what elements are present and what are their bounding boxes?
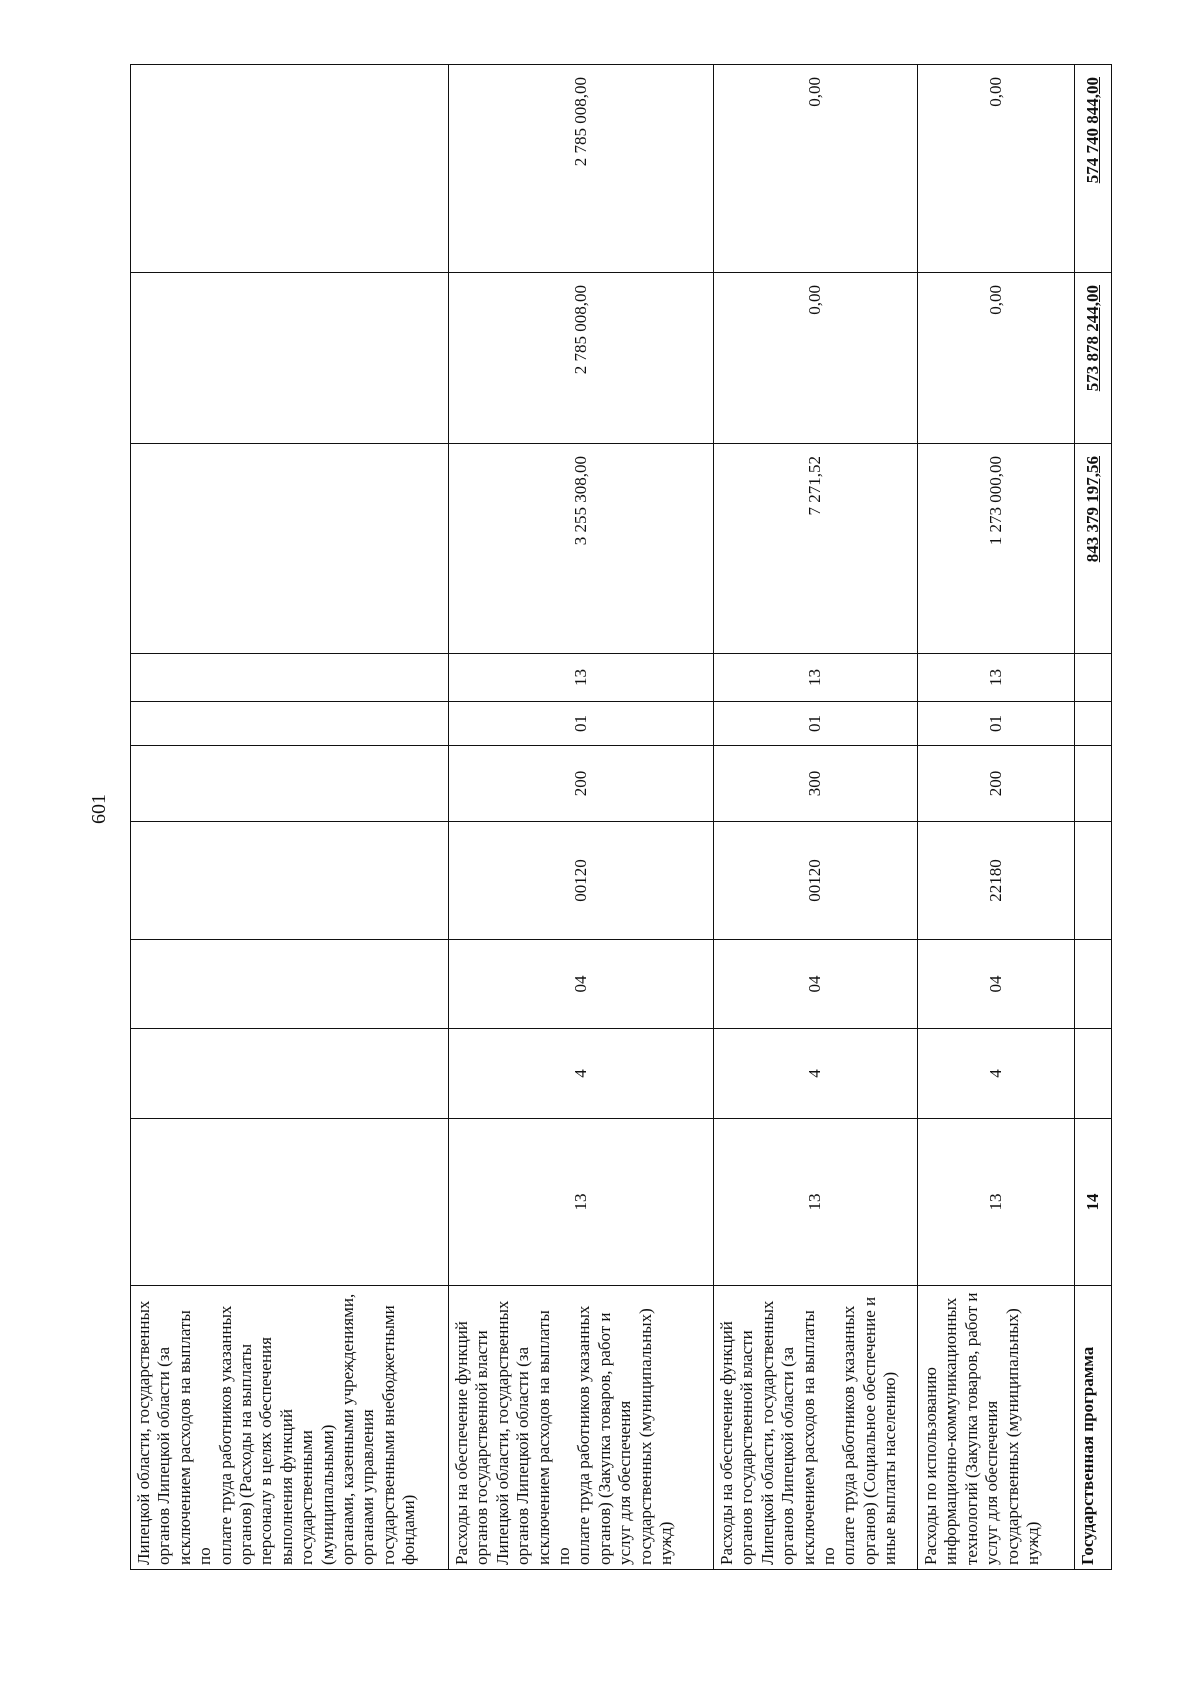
amount-cell: 2 785 008,00: [449, 273, 714, 444]
code-cell: [131, 654, 449, 702]
amount-cell: 0,00: [918, 273, 1075, 444]
amount-cell: 0,00: [714, 273, 918, 444]
code-cell: 4: [449, 1029, 714, 1119]
code-cell: 13: [449, 654, 714, 702]
total-amount: 574 740 844,00: [1075, 65, 1112, 273]
code-cell: 01: [918, 702, 1075, 746]
code-cell: [131, 746, 449, 822]
total-amount: 843 379 197,56: [1075, 444, 1112, 654]
code-cell: 4: [714, 1029, 918, 1119]
total-row: [1075, 65, 1112, 1570]
code-cell: 00120: [714, 822, 918, 940]
code-cell: 01: [449, 702, 714, 746]
row-description: Липецкой области, государственных органов Липецкой области (за исключением расходов на выплаты по оплате труда работников указанных органов) (Расходы на выплаты персоналу в целях обеспечения выполнения функций государственными (муниципальными) органами, казенными учреждениями, органами управления государственными внебюджетными фондами): [131, 1286, 449, 1570]
amount-cell: 0,00: [714, 65, 918, 273]
table-row: [714, 65, 918, 1570]
empty-cell: [1075, 1029, 1112, 1119]
code-cell: 13: [918, 1119, 1075, 1286]
code-cell: 200: [918, 746, 1075, 822]
amount-cell: [131, 273, 449, 444]
amount-cell: [131, 444, 449, 654]
code-cell: 13: [714, 654, 918, 702]
amount-cell: 2 785 008,00: [449, 65, 714, 273]
code-cell: [131, 822, 449, 940]
empty-cell: [1075, 702, 1112, 746]
page-number: 601: [88, 794, 110, 824]
table-row: [918, 65, 1075, 1570]
code-cell: [131, 1029, 449, 1119]
code-cell: [131, 702, 449, 746]
code-cell: 13: [449, 1119, 714, 1286]
code-cell: [131, 940, 449, 1029]
amount-cell: 1 273 000,00: [918, 444, 1075, 654]
code-cell: 4: [918, 1029, 1075, 1119]
total-amount: 573 878 244,00: [1075, 273, 1112, 444]
code-cell: 04: [918, 940, 1075, 1029]
empty-cell: [1075, 654, 1112, 702]
empty-cell: [1075, 940, 1112, 1029]
code-cell: 00120: [449, 822, 714, 940]
amount-cell: 3 255 308,00: [449, 444, 714, 654]
code-cell: 01: [714, 702, 918, 746]
amount-cell: 7 271,52: [714, 444, 918, 654]
table-row: [131, 65, 449, 1570]
code-cell: 22180: [918, 822, 1075, 940]
code-cell: 13: [714, 1119, 918, 1286]
row-description: Расходы на обеспечение функций органов государственной власти Липецкой области, государственных органов Липецкой области (за исключением расходов на выплаты по оплате труда работников указанных органов) (Социальное обеспечение и иные выплаты населению): [714, 1286, 918, 1570]
total-code-cell: 14: [1075, 1119, 1112, 1286]
code-cell: 300: [714, 746, 918, 822]
empty-cell: [1075, 822, 1112, 940]
rotated-table-wrapper: [130, 64, 1112, 1570]
code-cell: 04: [449, 940, 714, 1029]
total-label: Государственная программа: [1075, 1286, 1112, 1570]
table-row: [449, 65, 714, 1570]
row-description: Расходы на обеспечение функций органов государственной власти Липецкой области, государственных органов Липецкой области (за исключением расходов на выплаты по оплате труда работников указанных органов) (Закупка товаров, работ и услуг для обеспечения государственных (муниципальных) нужд): [449, 1286, 714, 1570]
amount-cell: 0,00: [918, 65, 1075, 273]
amount-cell: [131, 65, 449, 273]
row-description: Расходы по использованию информационно-коммуникационных технологий (Закупка товаров, работ и услуг для обеспечения государственных (муниципальных) нужд): [918, 1286, 1075, 1570]
code-cell: [131, 1119, 449, 1286]
code-cell: 200: [449, 746, 714, 822]
empty-cell: [1075, 746, 1112, 822]
code-cell: 13: [918, 654, 1075, 702]
code-cell: 04: [714, 940, 918, 1029]
budget-table: [130, 64, 1112, 1570]
